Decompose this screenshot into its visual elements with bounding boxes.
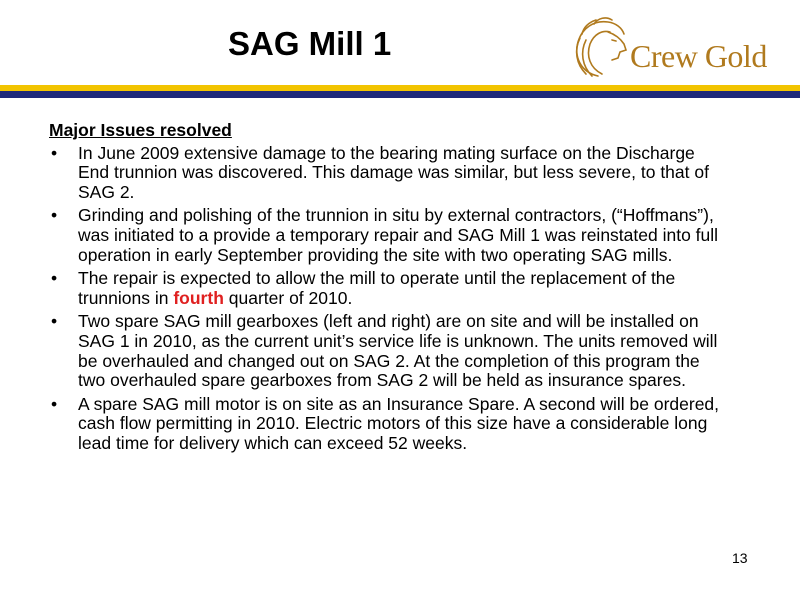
bullet-marker: • [51, 311, 58, 332]
section-heading: Major Issues resolved [49, 120, 232, 140]
bullet-text-after: quarter of 2010. [223, 287, 353, 308]
bullet-item [49, 144, 729, 203]
bullet-item [49, 206, 729, 265]
highlighted-word: fourth [173, 287, 224, 308]
bullet-text-before: The repair is expected to allow the mill to operate until the replacement of the trunnions in [78, 268, 676, 308]
bullet-marker: • [51, 268, 58, 289]
bullet-marker: • [51, 142, 58, 163]
lion-head-icon [568, 14, 630, 80]
logo-wordmark: Crew Gold [630, 38, 767, 74]
bullet-item [49, 395, 729, 454]
bullet-marker: • [51, 393, 58, 414]
bullet-item [49, 269, 729, 308]
bullet-marker: • [51, 205, 58, 226]
page-number: 13 [732, 550, 748, 566]
slide-body [49, 121, 729, 458]
header-band-navy [0, 91, 800, 98]
bullet-text: Two spare SAG mill gearboxes (left and right) are on site and will be installed on SAG 1 in 2010, as the current unit’s service life is unknown. The units removed will be overhauled and changed out on SAG 2. At the completion of this program the two overhauled spare gearboxes from SAG 2 will be held as insurance spares. [78, 311, 718, 391]
bullet-text: In June 2009 extensive damage to the bearing mating surface on the Discharge End trunnion was discovered. This damage was similar, but less severe, to that of SAG 2. [78, 142, 709, 202]
bullet-item [49, 312, 729, 390]
bullet-text: Grinding and polishing of the trunnion in situ by external contractors, (“Hoffmans”), was initiated to a provide a temporary repair and SAG Mill 1 was reinstated into full operation in early September providing the site with two operating SAG mills. [78, 205, 719, 265]
bullet-list [49, 144, 729, 454]
slide-title: SAG Mill 1 [228, 25, 392, 62]
company-logo [568, 14, 778, 80]
bullet-text: A spare SAG mill motor is on site as an Insurance Spare. A second will be ordered, cash flow permitting in 2010. Electric motors of this size have a considerable long lead time for delivery which can exceed 52 weeks. [78, 393, 720, 453]
